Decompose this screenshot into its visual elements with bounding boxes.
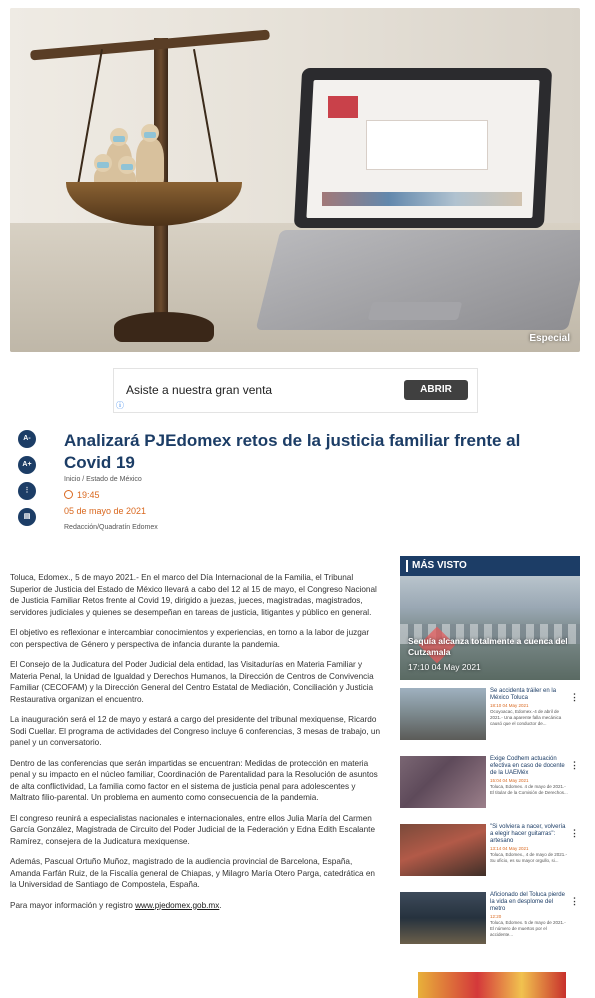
item-title[interactable]: Aficionado del Toluca pierde la vida en desplome del metro [490, 892, 565, 912]
photo-credit: Especial [529, 333, 570, 344]
sidebar-most-viewed [400, 556, 580, 952]
article-title: Analizará PJEdomex retos de la justicia familiar frente al Covid 19 [64, 431, 521, 472]
laptop-trackpad [368, 302, 462, 320]
featured-story[interactable] [400, 576, 580, 680]
list-item[interactable] [400, 824, 580, 884]
item-thumbnail[interactable] [400, 756, 486, 808]
item-title[interactable]: "Si volviera a nacer, volvería a elegir hacer guitarras": artesano [490, 824, 566, 844]
most-viewed-title: MÁS VISTO [412, 560, 467, 571]
header-accent-bar [406, 560, 408, 572]
scale-foot [114, 312, 214, 342]
ad-open-button[interactable]: ABRIR [404, 380, 468, 400]
item-date: 12:20 [490, 914, 502, 919]
article-paragraph: El Consejo de la Judicatura del Poder Judicial dela entidad, las Visitadurías en Materia Familiar y Materia Penal, la Unidad de Igualdad y Derechos Humanos, la Dirección de Centros de Convivencia Familiar (CECOFAM) y la Dirección General del Centro Estatal de Mediación, Conciliación y Justicia Restaurativa organizan el encuentro. [10, 660, 374, 704]
figure-adult-2 [136, 138, 164, 188]
font-increase-icon[interactable]: A+ [18, 456, 36, 474]
item-desc: Toluca, Edomex., 4 de mayo de 2021.- Su oficio, es su mayor orgullo, si... [490, 852, 568, 863]
laptop-screen-logo [328, 96, 358, 118]
article-paragraph: Además, Pascual Ortuño Muñoz, magistrado de la audiencia provincial de Barcelona, España, Amanda Farfán Ruiz, de la Fiscalía general de Chiapas, y Milagro María Otero Parga, catedrática en la Universidad de Santiago de Compostela, España. [10, 857, 375, 889]
print-icon[interactable]: ▤ [18, 508, 36, 526]
article-paragraph: Toluca, Edomex., 5 de mayo 2021.- En el marco del Día Internacional de la Familia, el Tribunal Superior de Justicia del Estado de México llevará a cabo del 12 al 15 de mayo, el Congreso Nacional de Justicia Familiar Retos frente al Covid 19, dirigido a juezas, jueces, magistradas, magistrados, servidores judiciales y quienes se desempeñan en tareas de justicia, litigantes y público en general. [10, 573, 377, 617]
bottom-ad-banner[interactable] [418, 972, 566, 998]
most-viewed-header [400, 556, 580, 576]
item-date: 13:14 04 May 2021 [490, 846, 529, 851]
item-menu-icon[interactable]: ⋮ [570, 760, 579, 770]
clock-icon [64, 490, 73, 499]
font-decrease-icon[interactable]: A- [18, 430, 36, 448]
item-desc: Toluca, Edomex. 4 de mayo de 2021.- El titular de la Comisión de Derechos... [490, 784, 568, 795]
breadcrumb[interactable]: Inicio / Estado de México [64, 476, 142, 483]
registration-paragraph [10, 900, 382, 912]
item-menu-icon[interactable]: ⋮ [570, 692, 579, 702]
article-paragraph: El objetivo es reflexionar e intercambiar conocimientos y experiencias, en torno a la labor de juzgar con perspectiva de Género y perspectiva de infancia durante la pandemia. [10, 628, 370, 649]
article-date: 05 de mayo de 2021 [64, 506, 147, 516]
item-desc: Ocoyoacac, Edomex.-4 de abril de 2021.- Una aparente falla mecánica causó que el conductor de... [490, 709, 562, 726]
item-title[interactable]: Exige Codhem actuación efectiva en caso de docente de la UAEMéx [490, 756, 565, 776]
article-paragraph: Dentro de las conferencias que serán impartidas se encuentran: Medidas de protección en materia penal y su impacto en el núcleo familiar, Coordinación de Parentalidad para la Resolución de asuntos de alta conflictividad, La familia como factor en el sistema de justicia penal para adolescentes y Maltrato filio-parental. Un problema en aumento como consecuencia de la pandemia. [10, 758, 378, 802]
item-thumbnail[interactable] [400, 824, 486, 876]
ad-banner[interactable] [113, 368, 478, 413]
item-thumbnail[interactable] [400, 688, 486, 740]
item-menu-icon[interactable]: ⋮ [570, 828, 579, 838]
item-date: 18:10 04 May 2021 [490, 703, 529, 708]
item-text [490, 756, 568, 796]
item-title[interactable]: Se accidenta tráiler en la México Toluca [490, 688, 557, 701]
registration-suffix: . [219, 900, 222, 910]
laptop-screen-banner [366, 120, 488, 170]
list-item[interactable] [400, 892, 580, 952]
laptop-screen-strip [322, 192, 522, 206]
article-paragraph: La inauguración será el 12 de mayo y estará a cargo del presidente del tribunal mexiquense, Ricardo Sodi Cuellar. El programa de actividades del Congreso incluye 6 conferencias, 3 mesas de trabajo, un panel y un conversatorio. [10, 715, 381, 747]
hero-image [10, 8, 580, 352]
item-menu-icon[interactable]: ⋮ [570, 896, 579, 906]
article-author: Redacción/Quadratín Edomex [64, 524, 158, 531]
list-item[interactable] [400, 688, 580, 748]
featured-title[interactable]: Sequía alcanza totalmente a cuenca del Cutzamala [408, 636, 568, 657]
article-body [10, 572, 382, 920]
registration-prefix: Para mayor información y registro [10, 900, 136, 910]
item-thumbnail[interactable] [400, 892, 486, 944]
article-tools [18, 430, 38, 534]
item-text [490, 688, 568, 727]
ad-text: Asiste a nuestra gran venta [126, 383, 273, 397]
article-paragraph: El congreso reunirá a especialistas nacionales e internacionales, entre ellos Julia María del Carmen García González, Magistrada de Circuito del Poder Judicial de la Federación y Edna Edith Escalante Ramírez, consejera de la Judicatura mexiquense. [10, 813, 375, 846]
item-text [490, 824, 568, 864]
registration-link[interactable]: www.pjedomex.gob.mx [135, 900, 220, 910]
article-time [64, 490, 100, 500]
more-options-icon[interactable]: ⋮ [18, 482, 36, 500]
list-item[interactable] [400, 756, 580, 816]
item-date: 15:04 04 May 2021 [490, 778, 529, 783]
item-text [490, 892, 568, 938]
time-text: 19:45 [77, 490, 100, 500]
featured-date: 17:10 04 May 2021 [408, 662, 481, 672]
ad-info-icon[interactable]: ⓘ [116, 401, 124, 410]
item-desc: Toluca, Edomex. 5 de mayo de 2021.- El número de muertos por el accidente... [490, 920, 566, 937]
